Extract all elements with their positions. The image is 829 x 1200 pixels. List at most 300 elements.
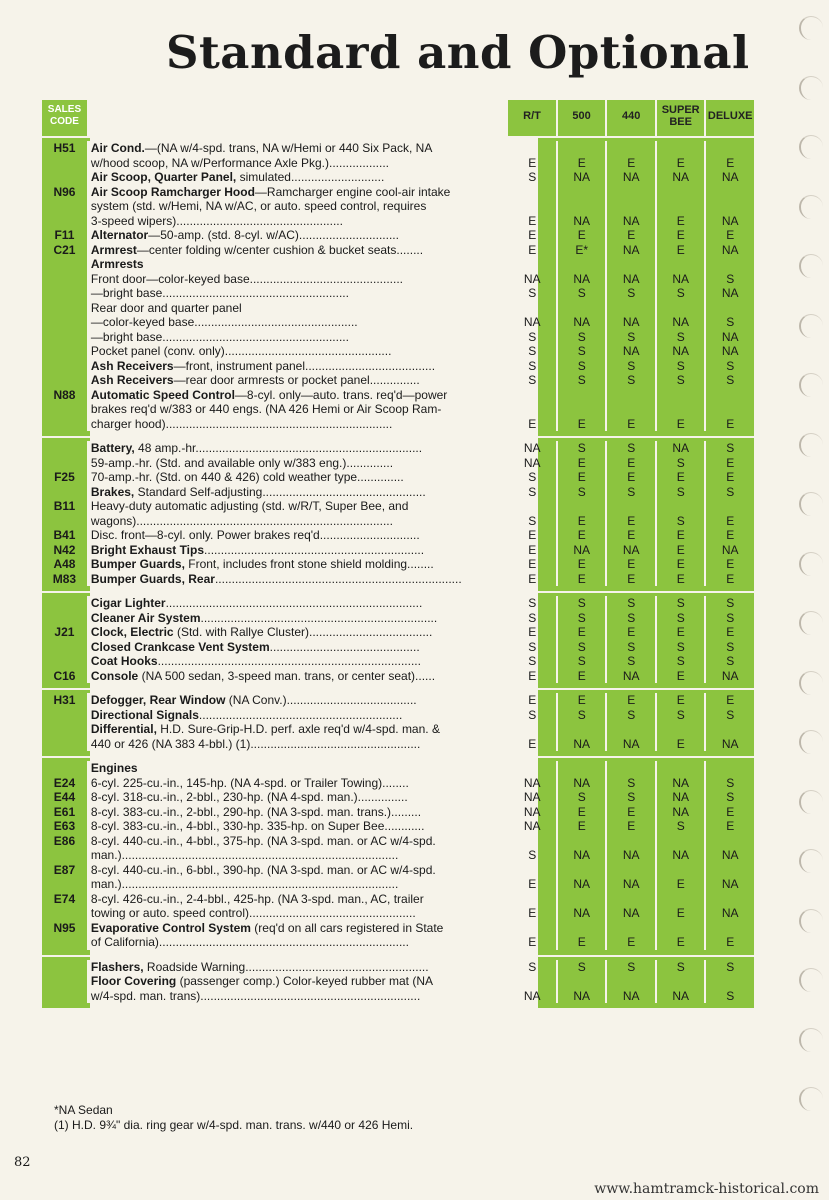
availability-cell: NA (556, 877, 606, 892)
availability-cell: E (605, 805, 655, 820)
availability-cell: E (605, 557, 655, 572)
availability-cell (556, 761, 606, 776)
availability-cell (506, 301, 556, 316)
availability-cell (556, 834, 606, 849)
availability-cell (704, 761, 754, 776)
availability-cell: NA (704, 330, 754, 345)
option-description: Clock, Electric (Std. with Rallye Cluster)..................................... (87, 625, 507, 640)
table-row (42, 921, 754, 936)
availability-cell: NA (605, 737, 655, 752)
availability-cell: E (655, 156, 705, 171)
availability-cell: NA (556, 906, 606, 921)
availability-cell: E (704, 625, 754, 640)
availability-cell: NA (704, 286, 754, 301)
availability-cell: S (704, 441, 754, 456)
availability-cell (655, 722, 705, 737)
availability-cell (704, 499, 754, 514)
availability-cell: NA (556, 170, 606, 185)
table-row (42, 776, 754, 791)
availability-cell: E (605, 935, 655, 950)
option-description: Brakes, Standard Self-adjusting................................................. (87, 485, 507, 500)
availability-cell: E (556, 228, 606, 243)
option-description: Automatic Speed Control—8-cyl. only—auto. trans. req'd—power (87, 388, 507, 403)
availability-cell (506, 974, 556, 989)
availability-cell: S (556, 330, 606, 345)
availability-cell: S (704, 596, 754, 611)
availability-cell (605, 185, 655, 200)
availability-cell: E (655, 528, 705, 543)
table-section (42, 756, 754, 955)
availability-cell: E (704, 228, 754, 243)
sales-code: C21 (53, 242, 76, 257)
availability-cell: S (506, 960, 556, 975)
availability-cell: S (704, 640, 754, 655)
availability-cell: S (655, 611, 705, 626)
table-row (42, 877, 754, 892)
option-description: 8-cyl. 440-cu.-in., 4-bbl., 375-hp. (NA 3-spd. man. or AC w/4-spd. (87, 834, 507, 849)
availability-cell: NA (605, 344, 655, 359)
availability-cell (605, 499, 655, 514)
binder-hole (799, 16, 823, 40)
binder-hole (799, 254, 823, 278)
sales-code-header: SALES CODE (42, 100, 87, 136)
availability-cell: NA (556, 214, 606, 229)
table-row (42, 344, 754, 359)
table-row (42, 722, 754, 737)
availability-cell: E (704, 470, 754, 485)
availability-cell: S (506, 848, 556, 863)
availability-cell: NA (704, 877, 754, 892)
table-row (42, 141, 754, 156)
col-header-rt: R/T (506, 100, 556, 136)
option-description: Floor Covering (passenger comp.) Color-keyed rubber mat (NA (87, 974, 507, 989)
availability-cell: S (655, 485, 705, 500)
option-description: Bumper Guards, Front, includes front stone shield molding........ (87, 557, 507, 572)
availability-cell: E (605, 514, 655, 529)
availability-cell: S (655, 330, 705, 345)
availability-cell: E (605, 156, 655, 171)
table-row (42, 359, 754, 374)
availability-cell: NA (704, 170, 754, 185)
availability-cell: S (655, 359, 705, 374)
option-description: man.)................................................................................... (87, 877, 507, 892)
sales-code: H31 (53, 693, 76, 707)
table-row (42, 543, 754, 558)
sales-code: F25 (54, 470, 75, 484)
footnotes (54, 1103, 413, 1133)
availability-cell: S (704, 359, 754, 374)
availability-cell: NA (655, 848, 705, 863)
availability-cell: NA (506, 456, 556, 471)
table-row (42, 625, 754, 640)
options-table (42, 100, 754, 1008)
availability-cell: S (655, 960, 705, 975)
option-description: Defogger, Rear Window (NA Conv.)....................................... (87, 693, 507, 708)
availability-cell (506, 402, 556, 417)
availability-cell: E (556, 819, 606, 834)
option-description: Differential, H.D. Sure-Grip-H.D. perf. axle req'd w/4-spd. man. & (87, 722, 507, 737)
availability-cell: E (556, 417, 606, 432)
option-description: 70-amp.-hr. (Std. on 440 & 426) cold weather type.............. (87, 470, 507, 485)
table-row (42, 693, 754, 708)
option-description: towing or auto. speed control).................................................. (87, 906, 507, 921)
availability-cell: E (655, 669, 705, 684)
table-row (42, 214, 754, 229)
binder-hole (799, 76, 823, 100)
option-description: Armrest—center folding w/center cushion & bucket seats........ (87, 243, 507, 258)
availability-cell: NA (506, 805, 556, 820)
availability-cell: S (556, 441, 606, 456)
availability-cell: NA (506, 776, 556, 791)
availability-cell (556, 257, 606, 272)
table-row (42, 286, 754, 301)
availability-cell (704, 722, 754, 737)
availability-cell: E (655, 214, 705, 229)
availability-cell: E (506, 669, 556, 684)
availability-cell: E (704, 417, 754, 432)
availability-cell: NA (704, 214, 754, 229)
table-row (42, 819, 754, 834)
table-row (42, 596, 754, 611)
availability-cell: S (605, 359, 655, 374)
availability-cell: NA (655, 776, 705, 791)
table-row (42, 170, 754, 185)
binder-hole (799, 195, 823, 219)
availability-cell: S (556, 708, 606, 723)
availability-cell: E (556, 514, 606, 529)
option-description: Battery, 48 amp.-hr.................................................................... (87, 441, 507, 456)
table-row (42, 156, 754, 171)
availability-cell: S (506, 596, 556, 611)
table-row (42, 388, 754, 403)
availability-cell: NA (556, 315, 606, 330)
option-description: —bright base........................................................ (87, 330, 507, 345)
availability-cell: S (704, 989, 754, 1004)
option-description: Engines (87, 761, 507, 776)
availability-cell: E (605, 625, 655, 640)
availability-cell: E (556, 470, 606, 485)
availability-cell (704, 257, 754, 272)
availability-cell: E (506, 543, 556, 558)
availability-cell (704, 974, 754, 989)
table-section (42, 955, 754, 1009)
availability-cell (655, 974, 705, 989)
option-description: Rear door and quarter panel (87, 301, 507, 316)
binder-hole (799, 849, 823, 873)
availability-cell: S (556, 596, 606, 611)
sales-code: B41 (53, 528, 76, 542)
availability-cell (704, 199, 754, 214)
availability-cell: S (506, 485, 556, 500)
binder-hole (799, 373, 823, 397)
availability-cell: NA (704, 848, 754, 863)
table-row (42, 960, 754, 975)
option-description: Flashers, Roadside Warning....................................................... (87, 960, 507, 975)
availability-cell: E (605, 572, 655, 587)
table-row (42, 906, 754, 921)
availability-cell: S (506, 286, 556, 301)
sales-code: J21 (54, 625, 75, 639)
table-row (42, 514, 754, 529)
availability-cell (506, 388, 556, 403)
availability-cell (655, 499, 705, 514)
availability-cell (704, 892, 754, 907)
availability-cell: NA (655, 170, 705, 185)
availability-cell: S (605, 640, 655, 655)
availability-cell: NA (506, 315, 556, 330)
col-header-500: 500 (556, 100, 606, 136)
option-description: 6-cyl. 225-cu.-in., 145-hp. (NA 4-spd. or Trailer Towing)........ (87, 776, 507, 791)
availability-cell: S (506, 654, 556, 669)
availability-cell: E (506, 156, 556, 171)
binder-hole (799, 730, 823, 754)
option-description: Front door—color-keyed base.............................................. (87, 272, 507, 287)
col-header-deluxe: DELUXE (704, 100, 754, 136)
option-description: 59-amp.-hr. (Std. and available only w/383 eng.).............. (87, 456, 507, 471)
option-description: Evaporative Control System (req'd on all cars registered in State (87, 921, 507, 936)
availability-cell (704, 301, 754, 316)
option-description: charger hood).................................................................... (87, 417, 507, 432)
sales-code: C16 (53, 668, 76, 683)
availability-cell: E (506, 557, 556, 572)
table-row (42, 257, 754, 272)
sales-code: M83 (52, 571, 77, 586)
availability-cell: E (556, 156, 606, 171)
availability-cell: NA (556, 272, 606, 287)
availability-cell: E (704, 693, 754, 708)
availability-cell (655, 892, 705, 907)
option-description: —color-keyed base................................................. (87, 315, 507, 330)
option-description: wagons)............................................................................. (87, 514, 507, 529)
availability-cell: NA (704, 543, 754, 558)
availability-cell: E (506, 243, 556, 258)
availability-cell: S (605, 654, 655, 669)
table-section (42, 436, 754, 591)
sales-code: N42 (53, 542, 76, 557)
availability-cell: NA (655, 272, 705, 287)
availability-cell: NA (704, 906, 754, 921)
option-description: Directional Signals............................................................. (87, 708, 507, 723)
table-row (42, 611, 754, 626)
binder-hole (799, 492, 823, 516)
availability-cell: S (605, 485, 655, 500)
availability-cell: E (556, 557, 606, 572)
option-description: 8-cyl. 426-cu.-in., 2-4-bbl., 425-hp. (NA 3-spd. man., AC, trailer (87, 892, 507, 907)
availability-cell: NA (655, 790, 705, 805)
availability-cell: NA (605, 906, 655, 921)
availability-cell: NA (704, 243, 754, 258)
table-row (42, 848, 754, 863)
availability-cell: S (605, 708, 655, 723)
table-row (42, 974, 754, 989)
sales-code: A48 (53, 557, 76, 571)
availability-cell: E (655, 243, 705, 258)
table-row (42, 272, 754, 287)
availability-cell: S (605, 373, 655, 388)
availability-cell (506, 834, 556, 849)
col-header-super-bee: SUPER BEE (655, 100, 705, 136)
availability-cell: E (556, 456, 606, 471)
table-row (42, 301, 754, 316)
table-row (42, 470, 754, 485)
table-row (42, 243, 754, 258)
availability-cell (556, 722, 606, 737)
option-description: Air Scoop Ramcharger Hood—Ramcharger engine cool-air intake (87, 185, 507, 200)
availability-cell: E (655, 228, 705, 243)
sales-code: E63 (53, 819, 76, 833)
availability-cell: S (704, 708, 754, 723)
option-description: Closed Crankcase Vent System............................................. (87, 640, 507, 655)
availability-cell (655, 257, 705, 272)
col-header-440: 440 (605, 100, 655, 136)
availability-cell: S (556, 373, 606, 388)
binder-hole (799, 968, 823, 992)
availability-cell: S (556, 286, 606, 301)
availability-cell (704, 185, 754, 200)
table-row (42, 485, 754, 500)
availability-cell: S (704, 960, 754, 975)
availability-cell: NA (605, 543, 655, 558)
sales-code: F11 (54, 228, 75, 242)
table-section (42, 591, 754, 688)
availability-cell: NA (556, 737, 606, 752)
availability-cell (506, 892, 556, 907)
availability-cell (655, 834, 705, 849)
availability-cell: S (704, 654, 754, 669)
option-description: Pocket panel (conv. only).................................................. (87, 344, 507, 359)
table-row (42, 557, 754, 572)
availability-cell: E (556, 625, 606, 640)
availability-cell (556, 199, 606, 214)
availability-cell: NA (704, 669, 754, 684)
availability-cell: NA (655, 805, 705, 820)
availability-cell: S (506, 470, 556, 485)
option-description: Heavy-duty automatic adjusting (std. w/R/T, Super Bee, and (87, 499, 507, 514)
sales-code: N96 (53, 184, 76, 199)
sales-code: B11 (53, 499, 76, 513)
table-row (42, 761, 754, 776)
availability-cell (704, 863, 754, 878)
availability-cell: E (506, 693, 556, 708)
table-section (42, 136, 754, 436)
availability-cell: S (655, 596, 705, 611)
availability-cell: E (655, 906, 705, 921)
availability-cell: S (556, 960, 606, 975)
table-section (42, 688, 754, 756)
availability-cell: E (605, 819, 655, 834)
option-description: Air Scoop, Quarter Panel, simulated............................ (87, 170, 507, 185)
availability-cell: E (506, 417, 556, 432)
availability-cell: E (655, 470, 705, 485)
option-description: man.)................................................................................... (87, 848, 507, 863)
sales-code: E87 (53, 862, 76, 877)
table-row (42, 863, 754, 878)
availability-cell (605, 141, 655, 156)
availability-cell: NA (506, 441, 556, 456)
availability-cell: NA (655, 989, 705, 1004)
availability-cell: NA (704, 737, 754, 752)
sales-code: N95 (53, 920, 76, 935)
binder-hole (799, 135, 823, 159)
availability-cell: S (556, 344, 606, 359)
availability-cell: S (605, 286, 655, 301)
watermark: www.hamtramck-historical.com (594, 1181, 819, 1197)
availability-cell: E (704, 572, 754, 587)
availability-cell (704, 921, 754, 936)
availability-cell (605, 921, 655, 936)
availability-cell: E (605, 456, 655, 471)
availability-cell (655, 301, 705, 316)
availability-cell (605, 892, 655, 907)
availability-cell: S (605, 330, 655, 345)
availability-cell: S (605, 441, 655, 456)
option-description: 8-cyl. 383-cu.-in., 4-bbl., 330-hp. 335-hp. on Super Bee............ (87, 819, 507, 834)
availability-cell: NA (655, 315, 705, 330)
availability-cell: S (704, 315, 754, 330)
table-row (42, 456, 754, 471)
availability-cell: E (506, 528, 556, 543)
availability-cell (556, 402, 606, 417)
sales-code: N88 (53, 387, 76, 402)
availability-cell (556, 499, 606, 514)
table-row (42, 989, 754, 1004)
availability-cell (556, 921, 606, 936)
availability-cell (704, 388, 754, 403)
binder-hole (799, 790, 823, 814)
availability-cell: E (605, 528, 655, 543)
availability-cell: S (506, 330, 556, 345)
availability-cell: E (655, 737, 705, 752)
availability-cell: S (655, 654, 705, 669)
availability-cell: S (506, 344, 556, 359)
sales-code: E61 (53, 804, 76, 819)
availability-cell (556, 974, 606, 989)
availability-cell: E (655, 417, 705, 432)
availability-cell: NA (605, 315, 655, 330)
availability-cell (506, 863, 556, 878)
option-description: Console (NA 500 sedan, 3-speed man. trans, or center seat)...... (87, 669, 507, 684)
availability-cell (605, 834, 655, 849)
option-description: Air Cond.—(NA w/4-spd. trans, NA w/Hemi or 440 Six Pack, NA (87, 141, 507, 156)
table-row (42, 892, 754, 907)
availability-cell (605, 761, 655, 776)
availability-cell: E (556, 805, 606, 820)
availability-cell: S (556, 359, 606, 374)
option-description: 8-cyl. 318-cu.-in., 2-bbl., 230-hp. (NA 4-spd. man.)............... (87, 790, 507, 805)
binder-hole (799, 1087, 823, 1111)
availability-cell (506, 141, 556, 156)
availability-cell: E (605, 228, 655, 243)
availability-cell (506, 761, 556, 776)
availability-cell: NA (704, 344, 754, 359)
availability-cell: E (704, 557, 754, 572)
option-description: Ash Receivers—rear door armrests or pocket panel............... (87, 373, 507, 388)
table-header (42, 100, 754, 136)
availability-cell: S (506, 170, 556, 185)
option-description: Bright Exhaust Tips.................................................................. (87, 543, 507, 558)
availability-cell: S (655, 456, 705, 471)
table-row (42, 373, 754, 388)
availability-cell: S (704, 790, 754, 805)
availability-cell: NA (506, 790, 556, 805)
availability-cell: S (506, 708, 556, 723)
availability-cell: E (655, 935, 705, 950)
table-row (42, 790, 754, 805)
availability-cell: S (506, 514, 556, 529)
availability-cell (605, 257, 655, 272)
availability-cell (655, 761, 705, 776)
availability-cell: S (605, 611, 655, 626)
